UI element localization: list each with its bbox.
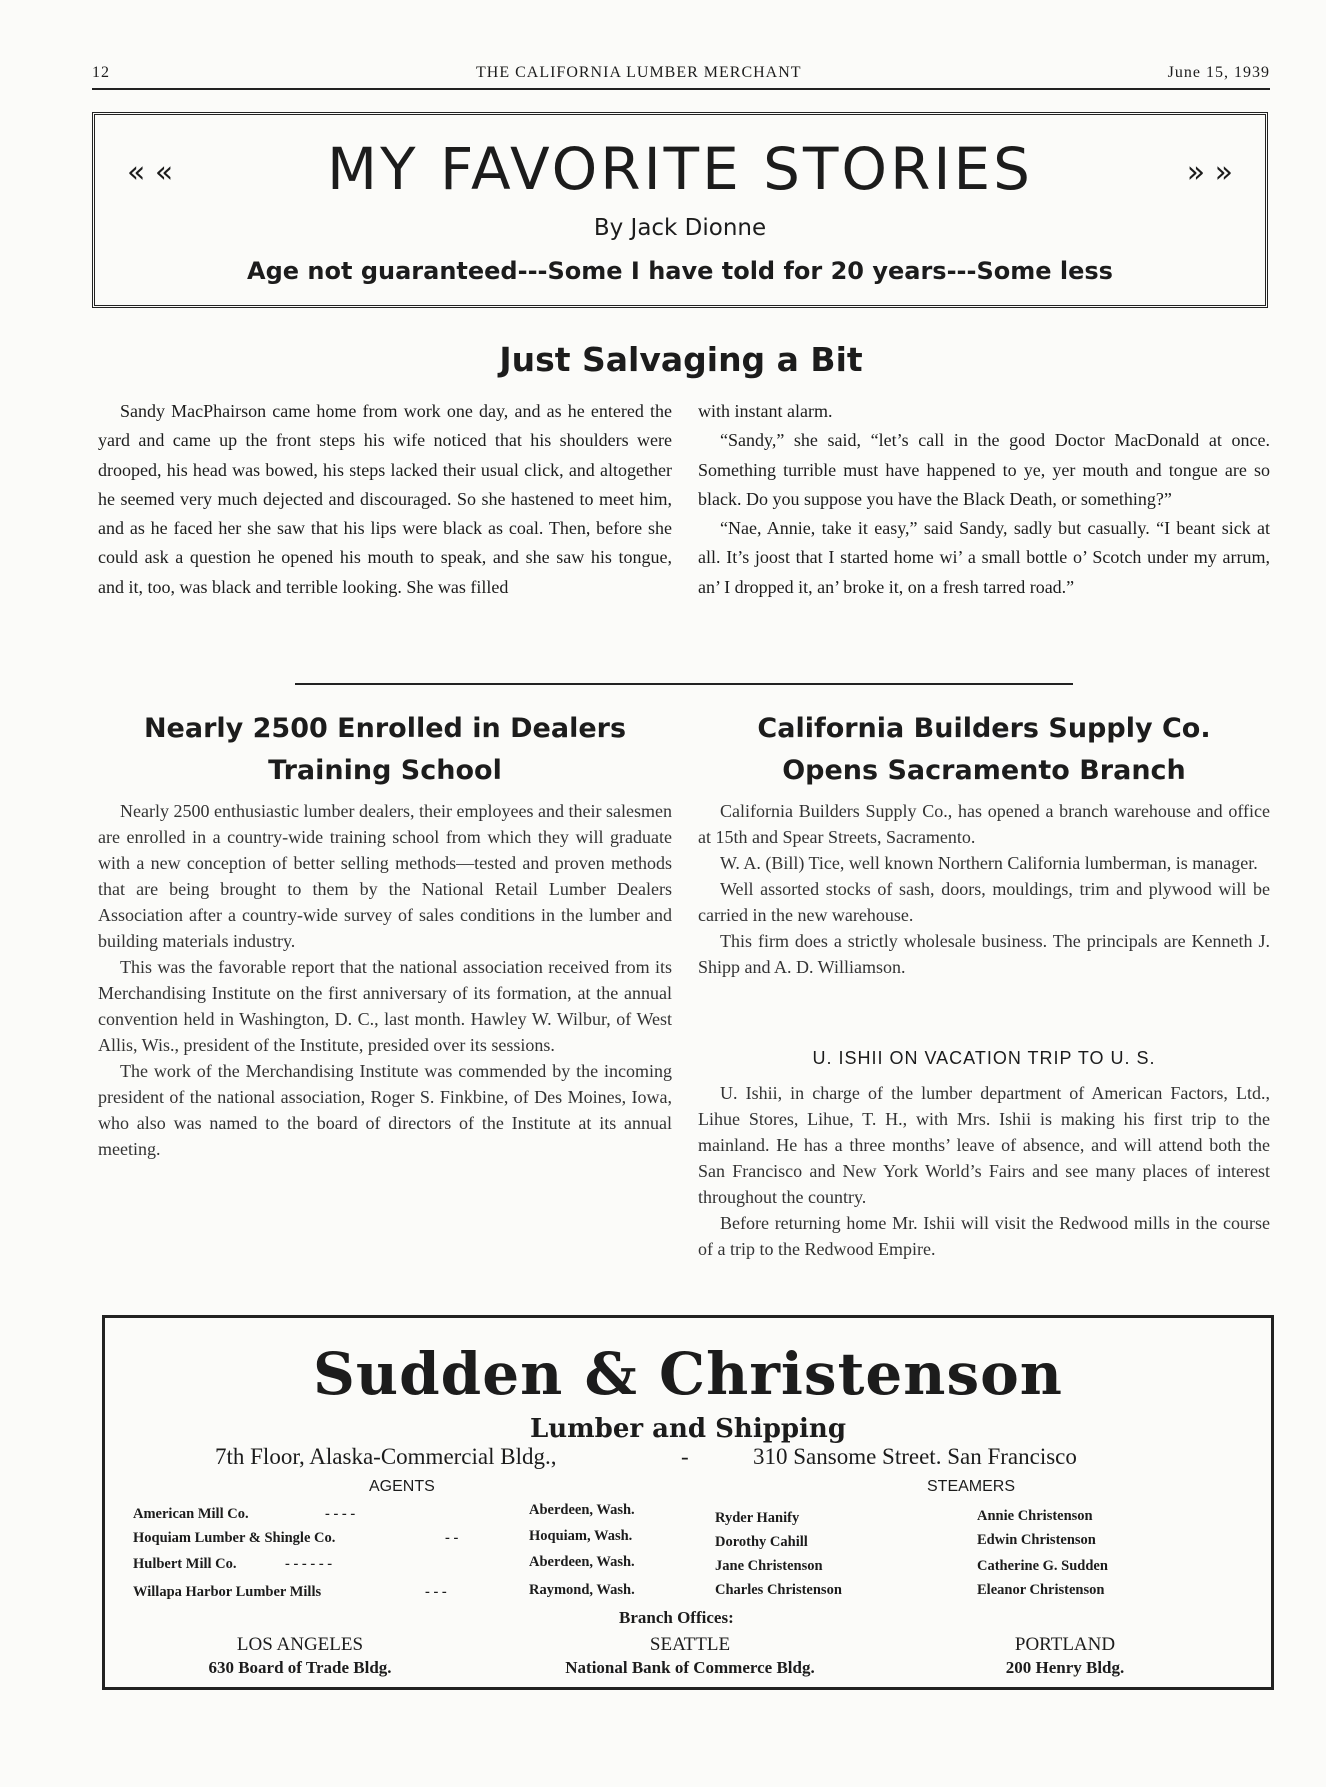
article-paragraph: Nearly 2500 enthusiastic lumber dealers, their employees and their salesmen are enrolled in a country-wide training school from which they will graduate with a new conception of better selling methods—tested and proven methods that are being brought to them by the National Retail Lumber Dealers Association after a country-wide survey of sales conditions in the lumber and building materials industry. [98,801,672,951]
agent-location: Aberdeen, Wash. [529,1554,635,1570]
issue-date: June 15, 1939 [1167,64,1270,81]
article-paragraph: This was the favorable report that the national association received from its Merchandising Institute on the first anniversary of its formation, at the annual convention held in Washington, D. C., last month. Hawley W. Wilbur, of West Allis, Wis., president of the Institute, presided over its sessions. [98,957,672,1055]
branch-address: National Bank of Commerce Bldg. [565,1658,815,1677]
left-quotes: « « [127,155,174,190]
agent-dots: - - - [425,1584,447,1600]
article-paragraph: The work of the Merchandising Institute was commended by the incoming president of the national association, Roger S. Finkbine, of Des Moines, Iowa, who also was named to the board of directors of the Institute at its annual meeting. [98,1061,672,1159]
agent-name: American Mill Co. [133,1506,249,1522]
story-paragraph: with instant alarm. [698,401,833,421]
section-divider [295,683,1073,685]
steamer-name: Dorothy Cahill [715,1534,808,1550]
right-quotes: » » [1186,155,1233,190]
agent-location: Aberdeen, Wash. [529,1502,635,1518]
agent-location: Hoquiam, Wash. [529,1528,633,1544]
story-title: Just Salvaging a Bit [499,340,863,379]
sudden-christenson-ad [102,1315,1274,1690]
branch-city: SEATTLE [649,1634,731,1655]
builders-article-body [698,798,1270,980]
ad-address-right: 310 Sansome Street. San Francisco [753,1444,1077,1469]
agents-label: AGENTS [369,1478,435,1495]
article-paragraph: This firm does a strictly wholesale business. The principals are Kenneth J. Shipp and A. D. Williamson. [698,931,1270,977]
steamer-name: Charles Christenson [715,1582,842,1598]
ad-company-name: Sudden & Christenson [313,1340,1063,1408]
agent-dots: - - [445,1530,459,1546]
agent-dots: - - - - - - [285,1556,333,1572]
feature-title: MY FAVORITE STORIES [327,135,1033,203]
story-paragraph: “Nae, Annie, take it easy,” said Sandy, sadly but casually. “I beant sick at all. It’s joost that I started home wi’ a small bottle o’ Scotch under my arrum, an’ I dropped it, an’ broke it, on a fresh tarred road.” [698,518,1270,597]
story-paragraph: Sandy MacPhairson came home from work one day, and as he entered the yard and came up the front steps his wife noticed that his shoulders were drooped, his head was bowed, his steps lacked their usual click, and altogether he seemed very much dejected and discouraged. So she hastened to meet him, and as he faced her she saw that his lips were black as coal. Then, before she could ask a question he opened his mouth to speak, and she saw his tongue, and it, too, was black and terrible looking. She was filled [98,401,672,597]
ad-address-left: 7th Floor, Alaska-Commercial Bldg., [215,1444,557,1469]
agent-name: Hulbert Mill Co. [133,1556,237,1572]
story-paragraph: “Sandy,” she said, “let’s call in the good Doctor MacDonald at once. Something turrible must have happened to ye, yer mouth and tongue are so black. Do you suppose you have the Black Death, or something?” [698,430,1270,509]
steamer-name: Edwin Christenson [977,1532,1096,1548]
story-left-column [98,397,672,602]
branch-address: 200 Henry Bldg. [1005,1658,1125,1677]
steamer-name: Eleanor Christenson [977,1582,1105,1598]
steamer-name: Ryder Hanify [715,1510,800,1526]
agent-location: Raymond, Wash. [529,1582,635,1598]
feature-byline: By Jack Dionne [593,215,767,241]
ishii-article-body [698,1080,1270,1262]
publication-name: THE CALIFORNIA LUMBER MERCHANT [476,64,802,81]
branch-offices-label: Branch Offices: [619,1608,734,1627]
ad-subtitle: Lumber and Shipping [529,1414,847,1444]
story-right-column [698,397,1270,602]
article-paragraph: California Builders Supply Co., has opened a branch warehouse and office at 15th and Spear Streets, Sacramento. [698,801,1270,847]
dealers-article-title: Nearly 2500 Enrolled in Dealers Training School [143,713,627,786]
agent-name: Hoquiam Lumber & Shingle Co. [133,1530,336,1546]
dealers-article-body [98,798,672,1162]
article-paragraph: W. A. (Bill) Tice, well known Northern California lumberman, is manager. [720,853,1258,873]
favorite-stories-box [92,112,1268,308]
steamer-name: Catherine G. Sudden [977,1558,1108,1574]
ad-address-separator: - [681,1444,689,1469]
branch-city: LOS ANGELES [236,1634,364,1655]
steamer-name: Jane Christenson [715,1558,823,1574]
agent-dots: - - - - [325,1506,356,1522]
page-number: 12 [92,64,110,81]
branch-address: 630 Board of Trade Bldg. [208,1658,392,1677]
builders-article-title: California Builders Supply Co. Opens Sacramento Branch [757,713,1211,786]
article-paragraph: U. Ishii, in charge of the lumber department of American Factors, Ltd., Lihue Stores, Lihue, T. H., with Mrs. Ishii is making his first trip to the mainland. He has a three months’ leave of absence, and will attend both the San Francisco and New York World’s Fairs and see many places of interest throughout the country. [698,1083,1270,1207]
steamer-name: Annie Christenson [977,1508,1093,1524]
feature-tagline: Age not guaranteed---Some I have told for 20 years---Some less [247,257,1113,285]
steamers-label: STEAMERS [927,1478,1016,1495]
article-paragraph: Before returning home Mr. Ishii will visit the Redwood mills in the course of a trip to the Redwood Empire. [698,1213,1270,1259]
branch-city: PORTLAND [1014,1634,1116,1655]
article-paragraph: Well assorted stocks of sash, doors, mouldings, trim and plywood will be carried in the new warehouse. [698,879,1270,925]
agent-name: Willapa Harbor Lumber Mills [133,1584,322,1600]
ishii-article-title: U. ISHII ON VACATION TRIP TO U. S. [812,1048,1156,1068]
running-header [92,62,1270,90]
